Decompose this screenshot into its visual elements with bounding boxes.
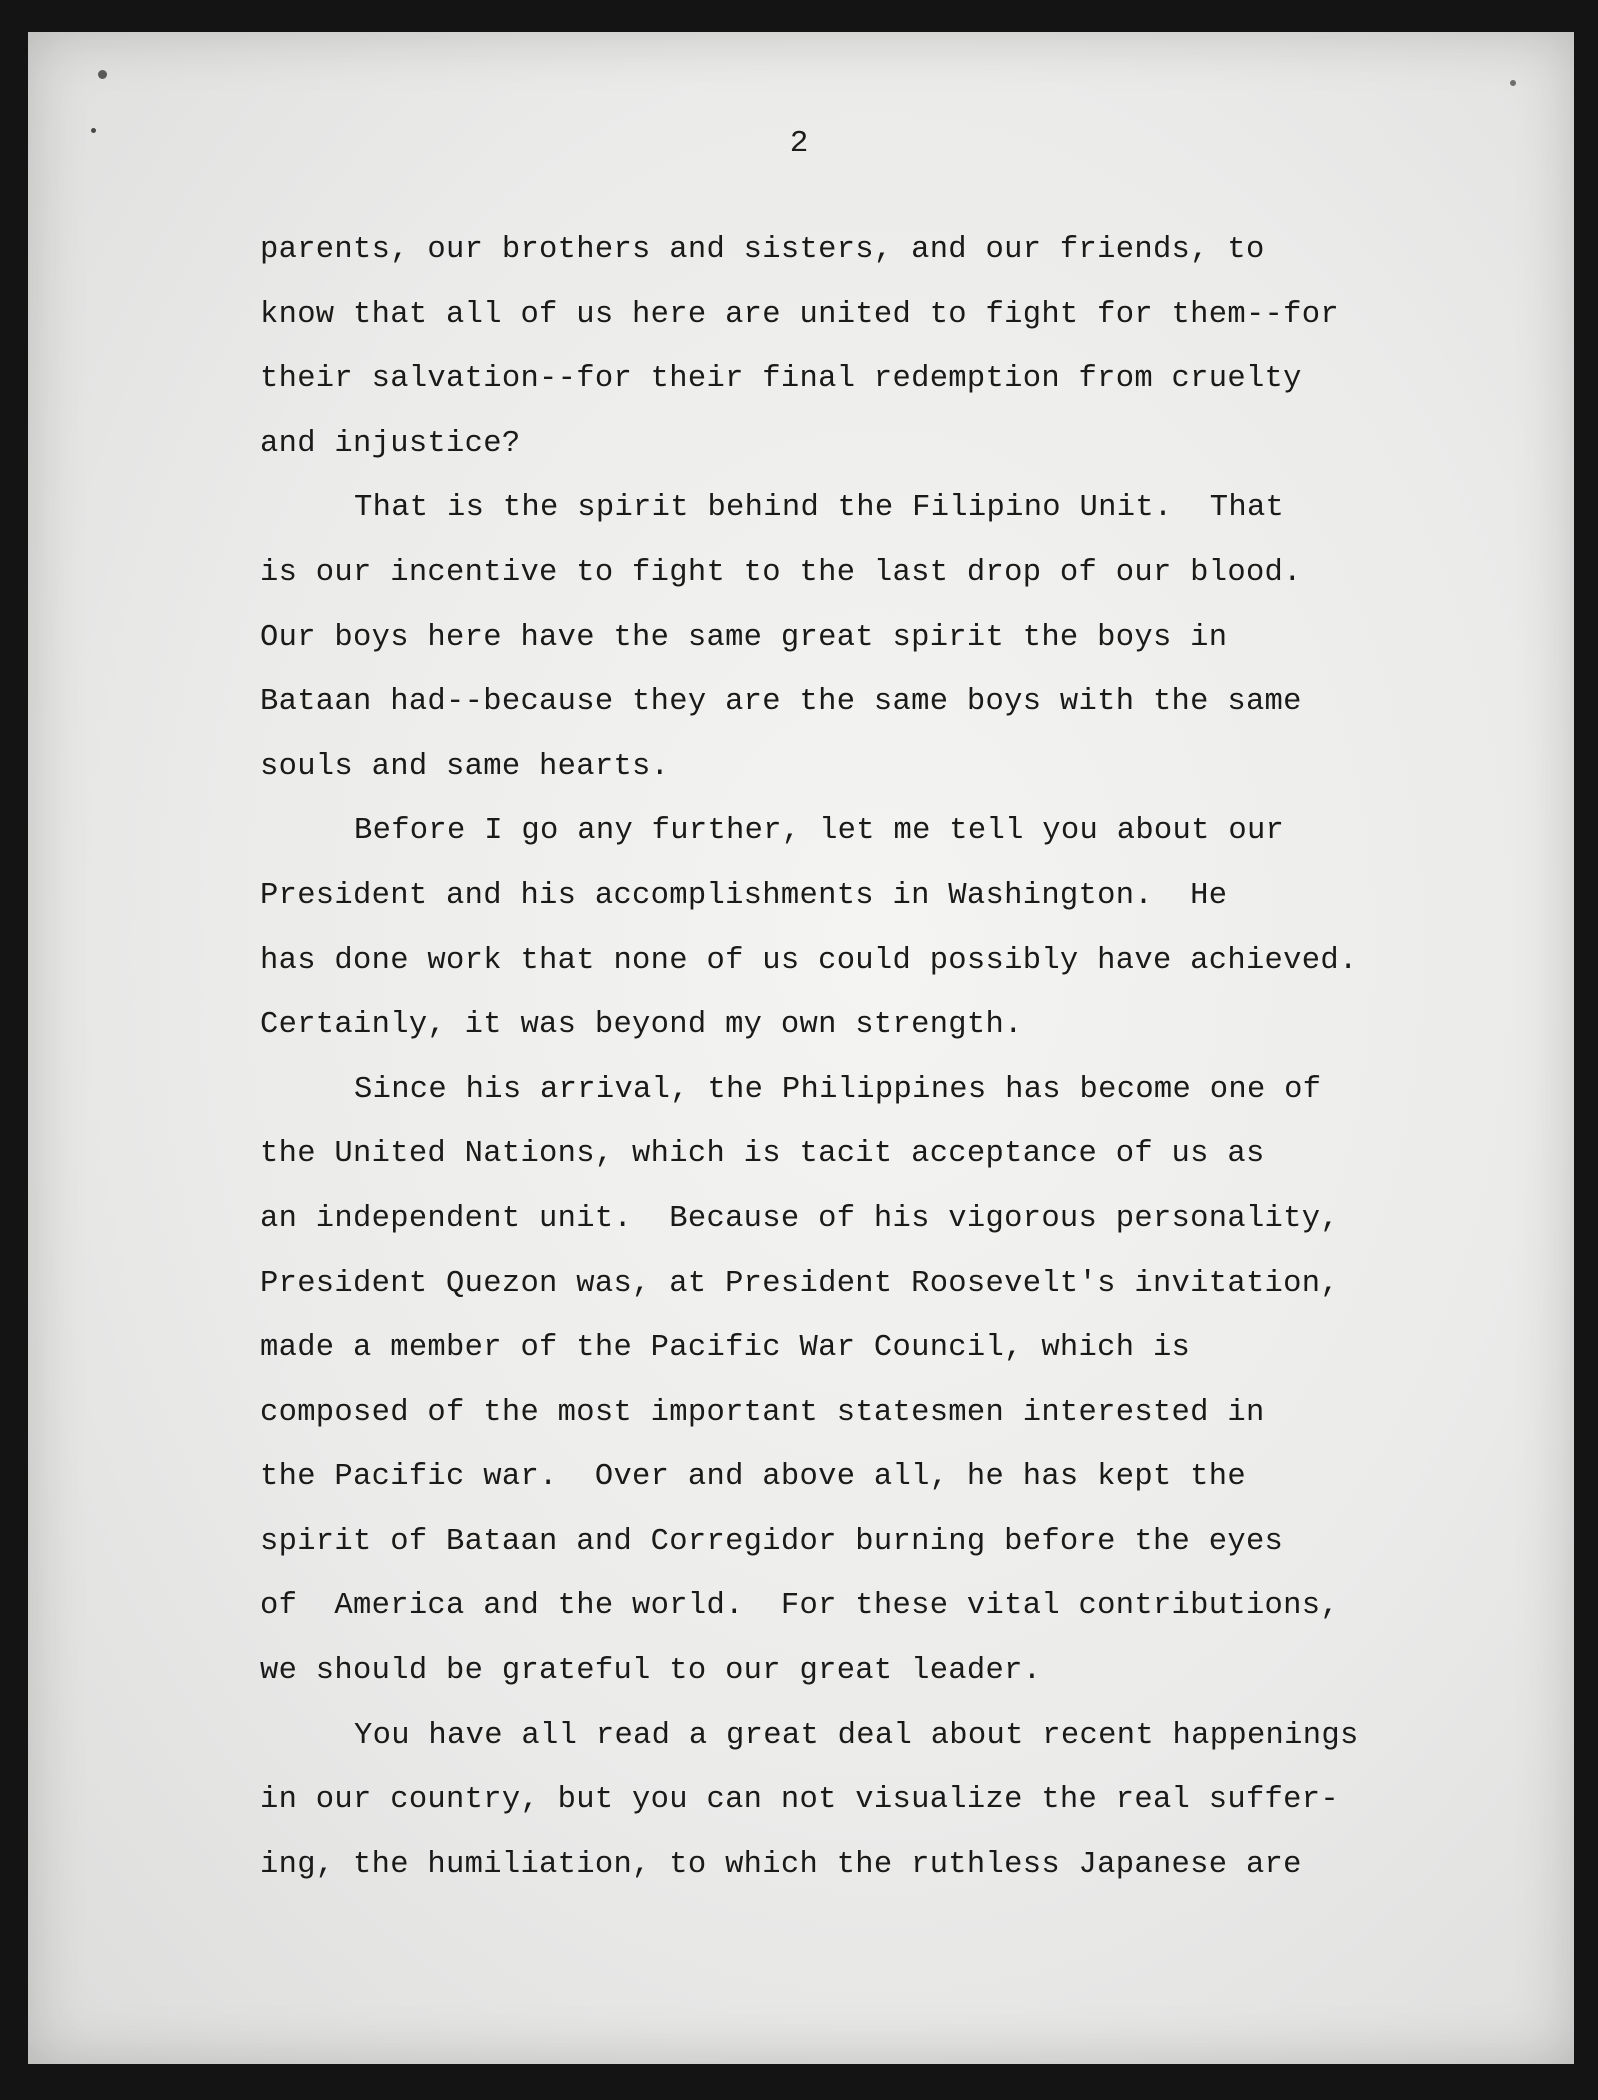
text-line: souls and same hearts. bbox=[260, 749, 670, 784]
text-line: That is the spirit behind the Filipino Unit. That bbox=[354, 491, 1285, 526]
text-line: Before I go any further, let me tell you about our bbox=[354, 814, 1285, 849]
text-line: an independent unit. Because of his vigorous personality, bbox=[260, 1201, 1339, 1236]
body-text bbox=[260, 218, 1440, 1897]
text-line: has done work that none of us could possibly have achieved. bbox=[260, 943, 1358, 978]
text-line: made a member of the Pacific War Council, which is bbox=[260, 1331, 1191, 1366]
text-line: the United Nations, which is tacit acceptance of us as bbox=[260, 1137, 1265, 1172]
text-line: parents, our brothers and sisters, and our friends, to bbox=[260, 233, 1265, 267]
text-line: is our incentive to fight to the last drop of our blood. bbox=[260, 555, 1302, 590]
text-line: composed of the most important statesmen interested in bbox=[260, 1395, 1265, 1430]
scan-speck bbox=[1510, 80, 1516, 86]
text-line: of America and the world. For these vital contributions, bbox=[260, 1589, 1339, 1624]
text-line: in our country, but you can not visualize the real suffer- bbox=[260, 1783, 1339, 1818]
text-line: Our boys here have the same great spirit the boys in bbox=[260, 620, 1228, 655]
text-line: President and his accomplishments in Washington. He bbox=[260, 878, 1228, 913]
text-line: the Pacific war. Over and above all, he has kept the bbox=[260, 1460, 1246, 1495]
text-line: ing, the humiliation, to which the ruthless Japanese are bbox=[260, 1847, 1302, 1882]
text-line: Certainly, it was beyond my own strength. bbox=[260, 1008, 1023, 1043]
page-number bbox=[28, 126, 1574, 161]
text-line: and injustice? bbox=[260, 426, 521, 461]
text-line: Bataan had--because they are the same boys with the same bbox=[260, 685, 1302, 720]
scan-speck bbox=[98, 70, 107, 79]
page-number-text: 2 bbox=[789, 126, 809, 161]
text-line: their salvation--for their final redemption from cruelty bbox=[260, 362, 1302, 397]
text-line: we should be grateful to our great leader. bbox=[260, 1654, 1042, 1689]
text-line: You have all read a great deal about recent happenings bbox=[354, 1718, 1359, 1753]
text-line: know that all of us here are united to fight for them--for bbox=[260, 297, 1339, 332]
text-line: President Quezon was, at President Roosevelt's invitation, bbox=[260, 1266, 1339, 1301]
text-line: Since his arrival, the Philippines has become one of bbox=[354, 1072, 1322, 1107]
document-page bbox=[28, 32, 1574, 2064]
text-line: spirit of Bataan and Corregidor burning before the eyes bbox=[260, 1524, 1284, 1559]
